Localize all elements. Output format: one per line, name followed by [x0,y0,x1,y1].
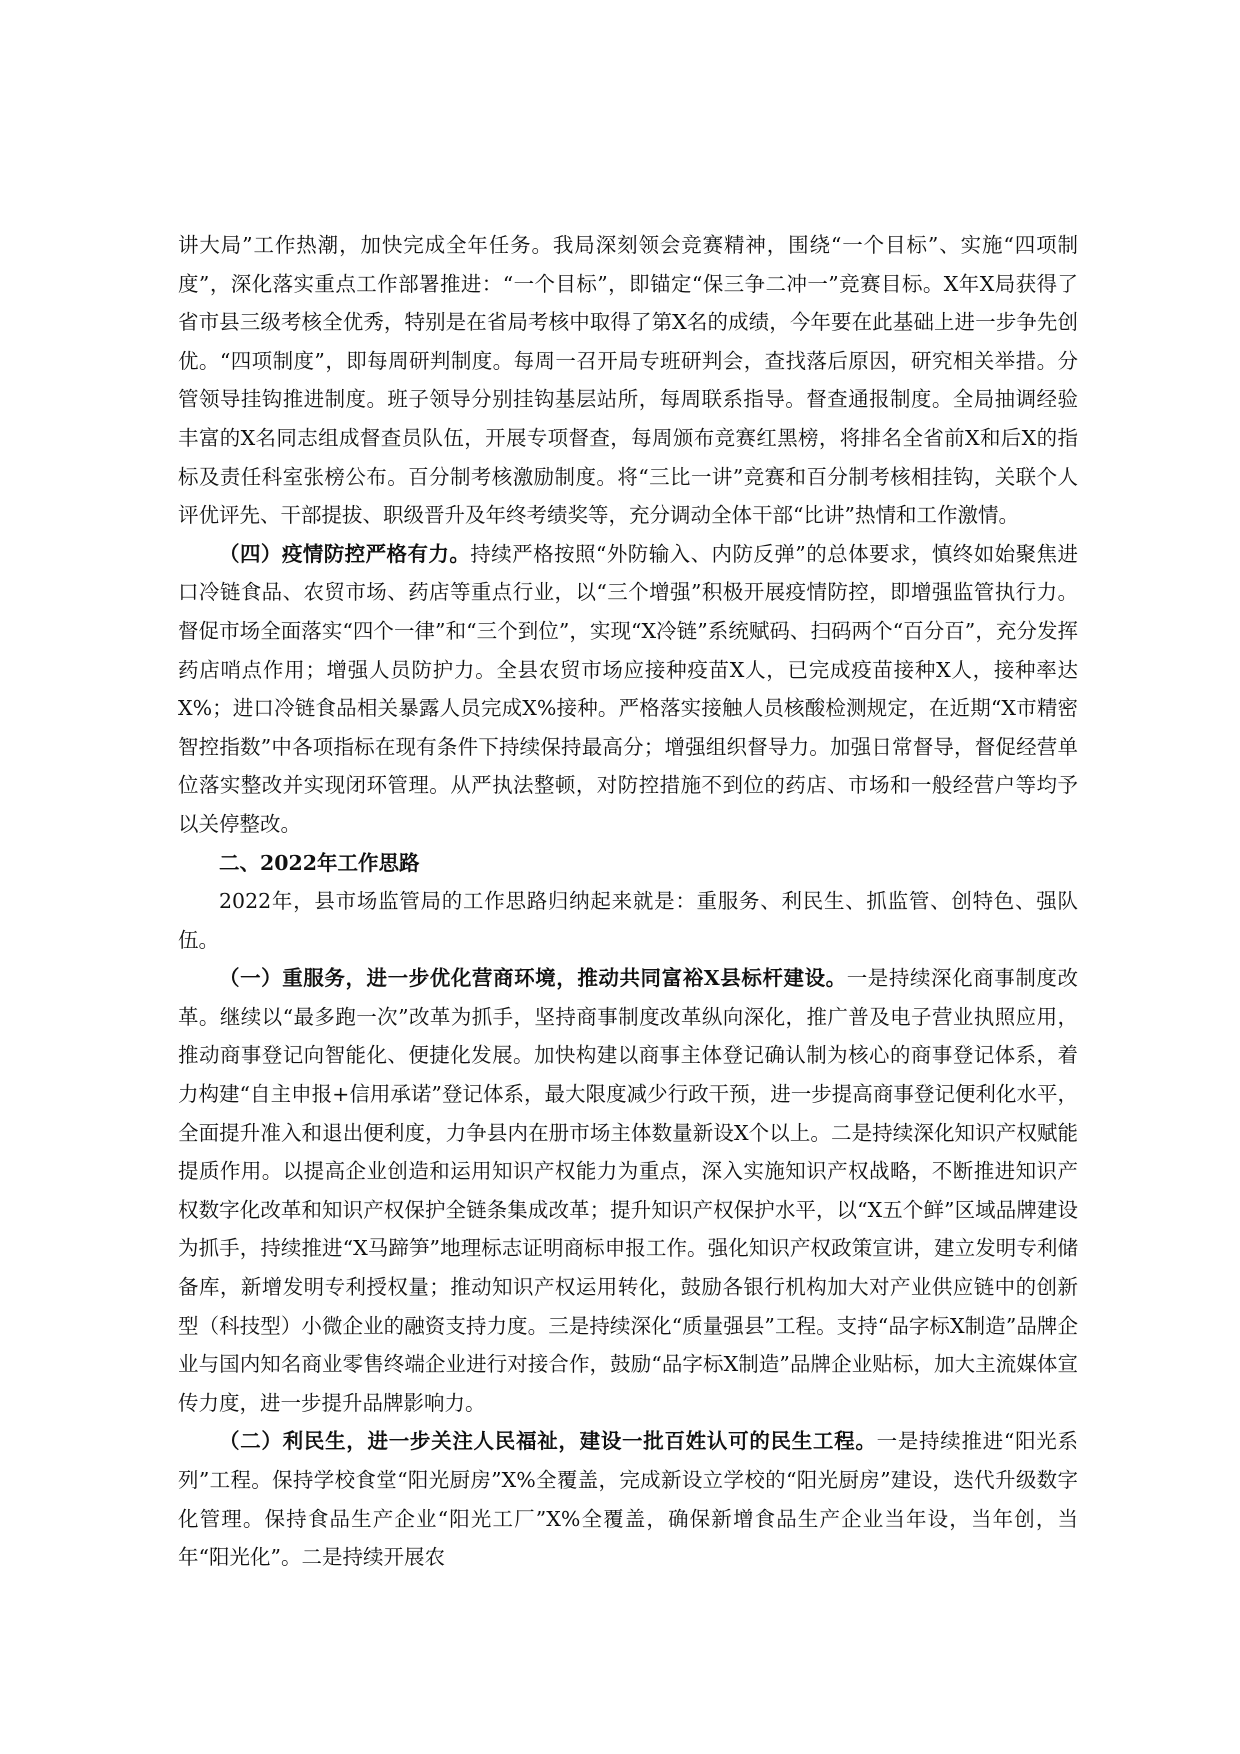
section-body-epidemic: 持续严格按照“外防输入、内防反弹”的总体要求，慎终如始聚焦进口冷链食品、农贸市场、药店等重点行业，以“三个增强”积极开展疫情防控，即增强监管执行力。督促市场全面落实“四个一律”和“三个到位”，实现“X冷链”系统赋码、扫码两个“百分百”，充分发挥药店哨点作用；增强人员防护力。全县农贸市场应接种疫苗X人，已完成疫苗接种X人，接种率达X%；进口冷链食品相关暴露人员完成X%接种。严格落实接触人员核酸检测规定，在近期“X市精密智控指数”中各项指标在现有条件下持续保持最高分；增强组织督导力。加强日常督导，督促经营单位落实整改并实现闭环管理。从严执法整顿，对防控措施不到位的药店、市场和一般经营户等均予以关停整改。 [178,541,1078,836]
section-body-livelihood: 一是持续推进“阳光系列”工程。保持学校食堂“阳光厨房”X%全覆盖，完成新设立学校的“阳光厨房”建设，迭代升级数字化管理。保持食品生产企业“阳光工厂”X%全覆盖，确保新增食品生产企业当年设，当年创，当年“阳光化”。二是持续开展农 [178,1429,1079,1570]
section-lead-epidemic: （四）疫情防控严格有力。 [219,541,471,566]
document-body [178,226,1078,1577]
section-lead-livelihood: （二）利民生，进一步关注人民福祉，建设一批百姓认可的民生工程。 [219,1429,877,1454]
paragraph-service [178,959,1078,1422]
section-lead-service: （一）重服务，进一步优化营商环境，推动共同富裕X县标杆建设。 [219,966,847,991]
paragraph-epidemic-control [178,535,1078,844]
section-body-service: 一是持续深化商事制度改革。继续以“最多跑一次”改革为抓手，坚持商事制度改革纵向深化，推广普及电子营业执照应用，推动商事登记向智能化、便捷化发展。加快构建以商事主体登记确认制为核心的商事登记体系，着力构建“自主申报+信用承诺”登记体系，最大限度减少行政干预，进一步提高商事登记便利化水平，全面提升准入和退出便利度，力争县内在册市场主体数量新设X个以上。二是持续深化知识产权赋能提质作用。以提高企业创造和运用知识产权能力为重点，深入实施知识产权战略，不断推进知识产权数字化改革和知识产权保护全链条集成改革；提升知识产权保护水平，以“X五个鲜”区域品牌建设为抓手，持续推进“X马蹄笋”地理标志证明商标申报工作。强化知识产权政策宣讲，建立发明专利储备库，新增发明专利授权量；推动知识产权运用转化，鼓励各银行机构加大对产业供应链中的创新型（科技型）小微企业的融资支持力度。三是持续深化“质量强县”工程。支持“品字标X制造”品牌企业与国内知名商业零售终端企业进行对接合作，鼓励“品字标X制造”品牌企业贴标，加大主流媒体宣传力度，进一步提升品牌影响力。 [178,966,1079,1415]
paragraph-plan-summary: 2022年，县市场监管局的工作思路归纳起来就是：重服务、利民生、抓监管、创特色、强队伍。 [178,889,1078,952]
paragraph-livelihood [178,1422,1078,1576]
heading-2022-plan: 二、2022年工作思路 [219,850,420,875]
paragraph-continuation: 讲大局”工作热潮，加快完成全年任务。我局深刻领会竞赛精神，围绕“一个目标”、实施“四项制度”，深化落实重点工作部署推进：“一个目标”，即锚定“保三争二冲一”竞赛目标。X年X局获得了省市县三级考核全优秀，特别是在省局考核中取得了第X名的成绩，今年要在此基础上进一步争先创优。“四项制度”，即每周研判制度。每周一召开局专班研判会，查找落后原因，研究相关举措。分管领导挂钩推进制度。班子领导分别挂钩基层站所，每周联系指导。督查通报制度。全局抽调经验丰富的X名同志组成督查员队伍，开展专项督查，每周颁布竞赛红黑榜，将排名全省前X和后X的指标及责任科室张榜公布。百分制考核激励制度。将“三比一讲”竞赛和百分制考核相挂钩，关联个人评优评先、干部提拔、职级晋升及年终考绩奖等，充分调动全体干部“比讲”热情和工作激情。 [178,233,1078,528]
